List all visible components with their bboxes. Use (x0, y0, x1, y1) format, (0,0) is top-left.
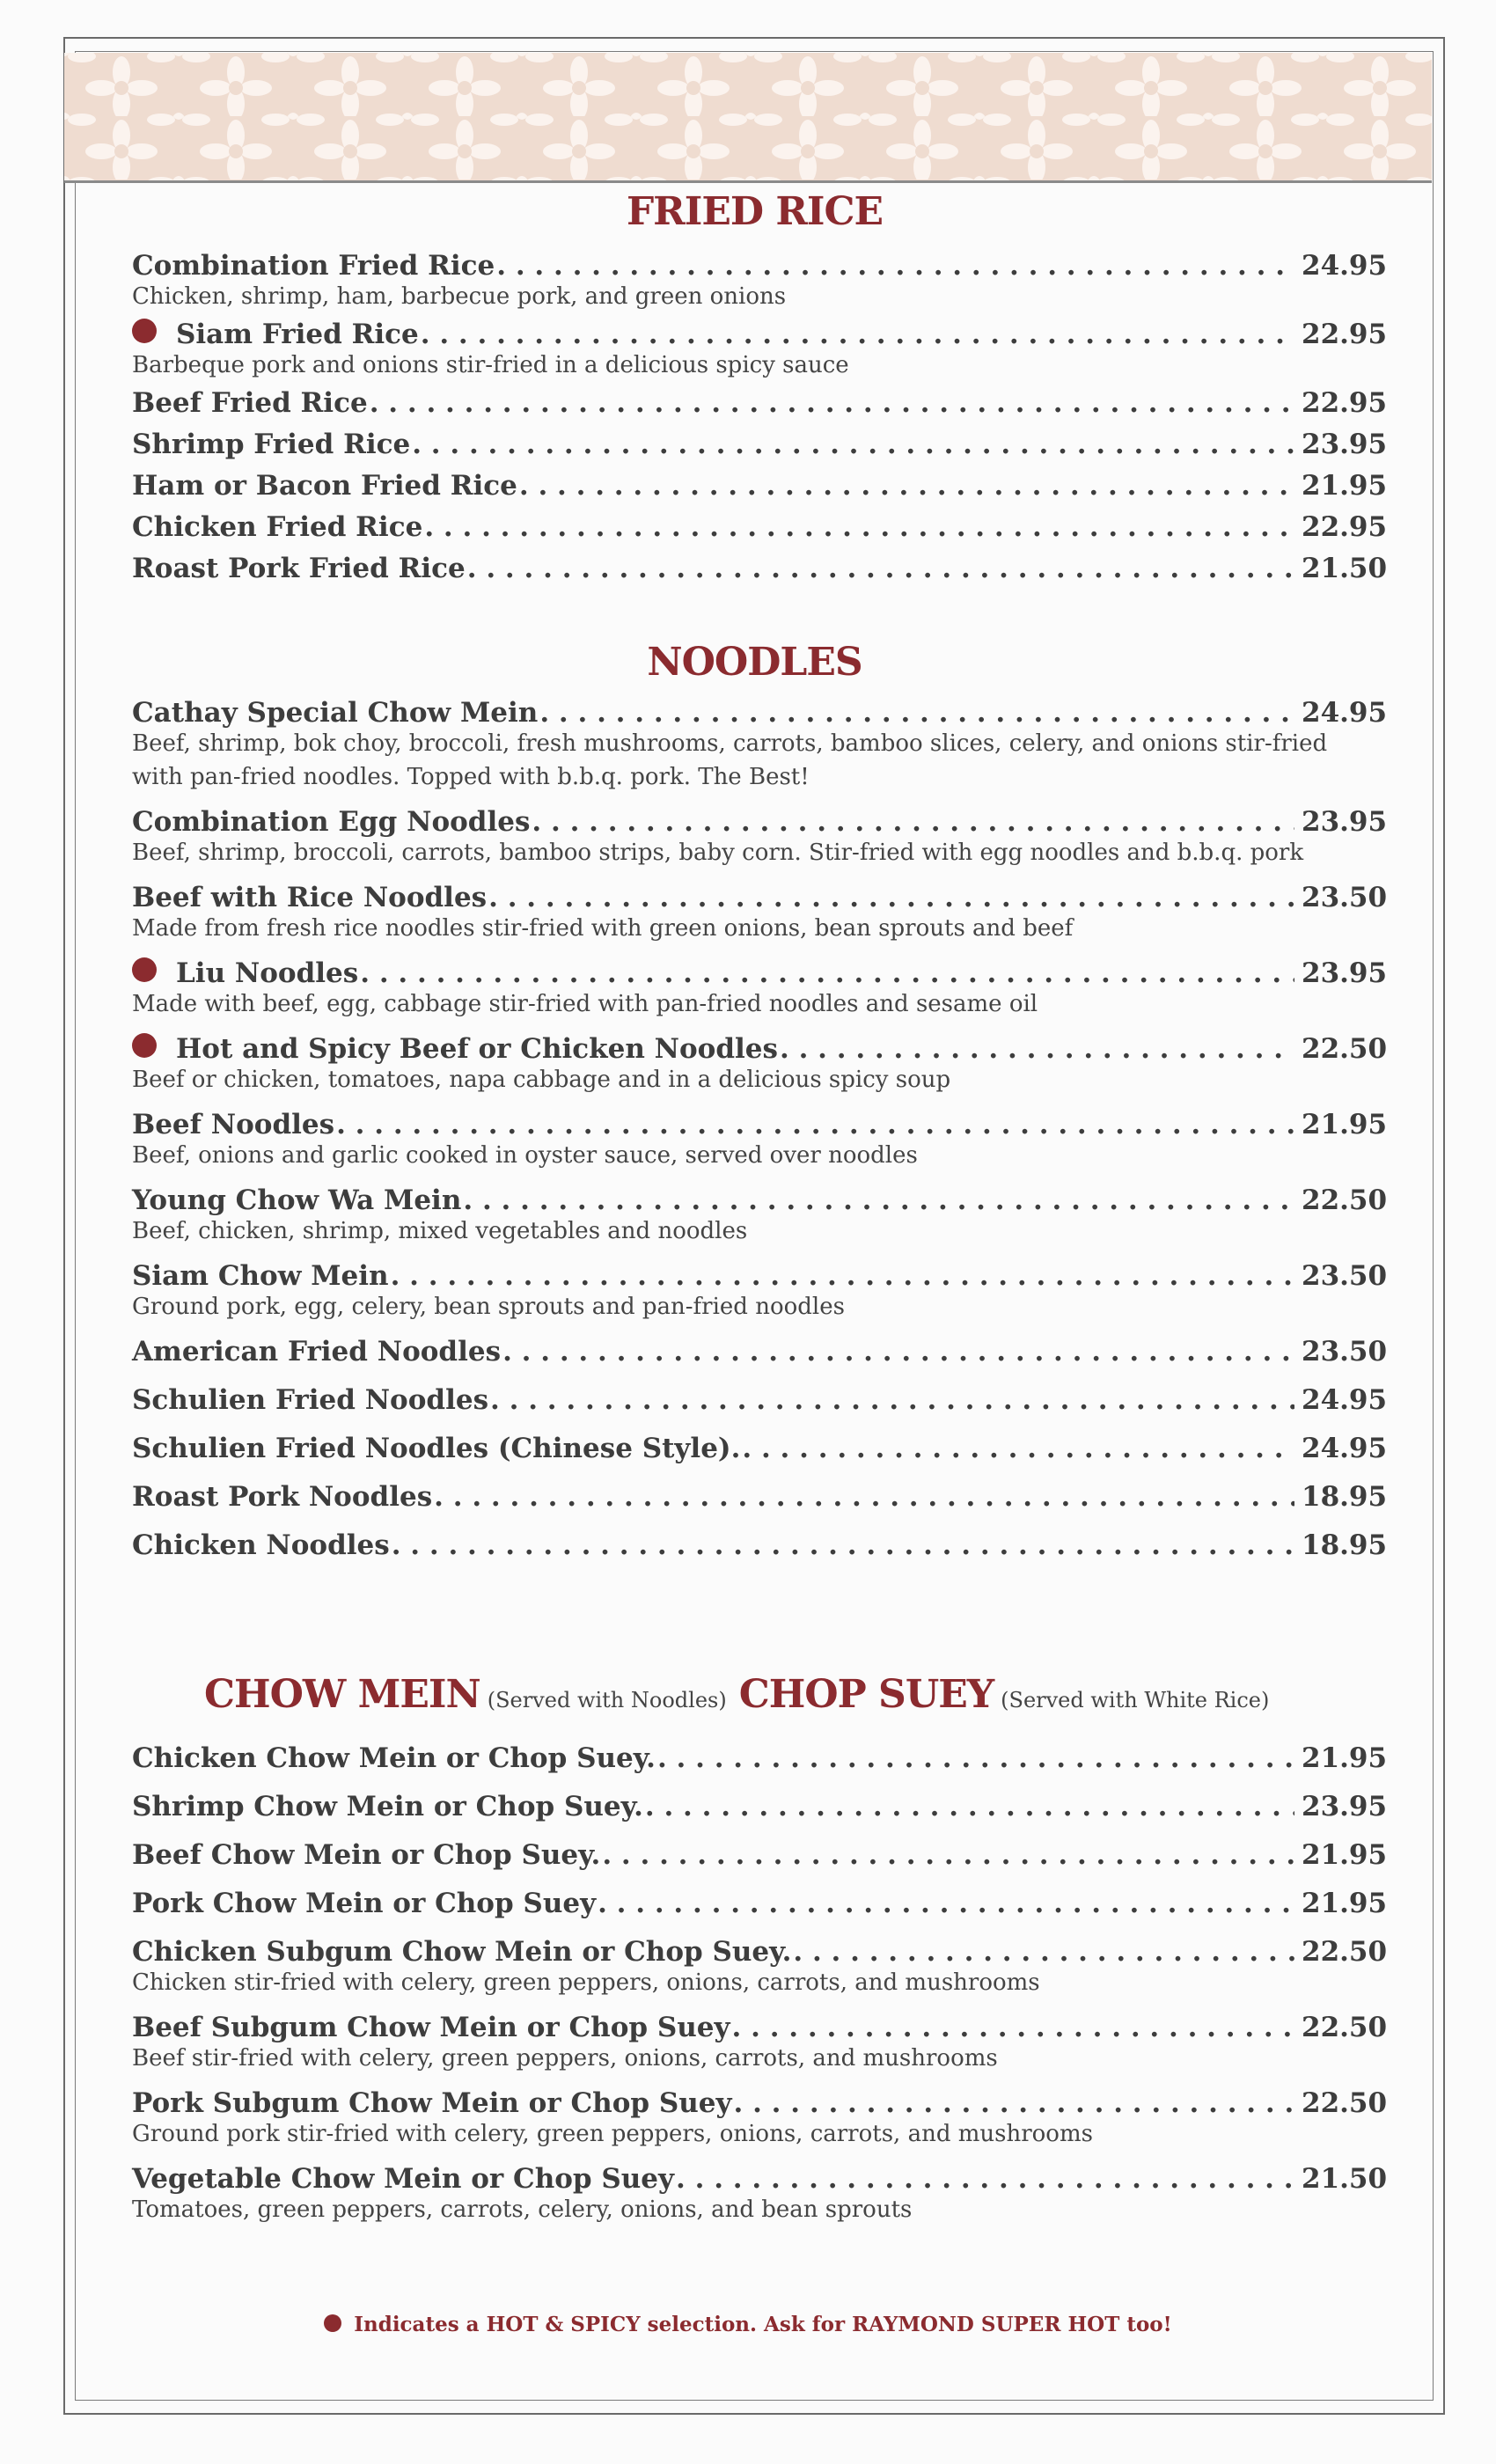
menu-item-row (132, 1936, 1388, 1968)
menu-item-price: 23.95 (1302, 1791, 1388, 1822)
menu-item-row (132, 1791, 1388, 1822)
menu-item-price: 22.95 (1302, 319, 1388, 350)
menu-item-price: 23.95 (1302, 806, 1388, 838)
menu-item-row (132, 1839, 1388, 1871)
menu-item-name: Pork Chow Mein or Chop Suey (132, 1888, 597, 1919)
menu-item-row (132, 1260, 1388, 1292)
menu-item (132, 2012, 1388, 2075)
fried-rice-section (132, 189, 1388, 594)
section-title-chop-suey: CHOP SUEY (738, 1672, 994, 1717)
menu-item-name: Beef Fried Rice (132, 387, 368, 419)
dot-leader (360, 957, 1294, 989)
banner-divider (64, 180, 1432, 183)
menu-item-name: American Fried Noodles (132, 1336, 502, 1368)
menu-item-name: Siam Fried Rice (176, 319, 419, 350)
hot-spicy-dot-icon (324, 2314, 341, 2332)
menu-item-name: Chicken Subgum Chow Mein or Chop Suey. (132, 1936, 792, 1968)
menu-item-row (132, 470, 1388, 502)
menu-item-price: 21.95 (1302, 470, 1388, 502)
menu-item (132, 1529, 1388, 1561)
menu-item-row (132, 553, 1388, 584)
menu-item-description: Chicken stir-fried with celery, green peppers, onions, carrots, and mushrooms (132, 1969, 1040, 1996)
menu-item-name: Shrimp Fried Rice (132, 429, 411, 460)
menu-item-price: 21.95 (1302, 1888, 1388, 1919)
menu-item-price: 23.95 (1302, 429, 1388, 460)
menu-item-description: Ground pork, egg, celery, bean sprouts and pan-fried noodles (132, 1294, 845, 1320)
menu-item-name: Siam Chow Mein (132, 1260, 389, 1292)
chow-mein-section (132, 1742, 1388, 2239)
menu-item (132, 1384, 1388, 1416)
section-title-noodles: NOODLES (647, 640, 862, 685)
dot-leader (732, 2012, 1294, 2043)
menu-item-name: Pork Subgum Chow Mein or Chop Suey (132, 2087, 732, 2119)
menu-item-price: 24.95 (1302, 1433, 1388, 1464)
noodles-section (132, 640, 1388, 1578)
menu-item-description: Beef, shrimp, bok choy, broccoli, fresh mushrooms, carrots, bamboo slices, celery, and onions stir-fried with pan-fried noodles. Topped with b.b.q. pork. The Best! (132, 730, 1328, 790)
menu-item (132, 806, 1388, 869)
menu-item-row (132, 1184, 1388, 1216)
dot-leader (742, 1433, 1294, 1464)
menu-item (132, 319, 1388, 382)
menu-item-row (132, 697, 1388, 729)
menu-item (132, 2163, 1388, 2226)
menu-item (132, 1888, 1388, 1919)
menu-item-name: Roast Pork Noodles (132, 1481, 433, 1513)
menu-item-price: 22.95 (1302, 511, 1388, 543)
menu-item (132, 429, 1388, 460)
menu-item-price: 23.50 (1302, 1336, 1388, 1368)
dot-leader (780, 1033, 1294, 1065)
menu-item-description: Tomatoes, green peppers, carrots, celery, onions, and bean sprouts (132, 2196, 913, 2223)
menu-item-description: Beef, onions and garlic cooked in oyster sauce, served over noodles (132, 1142, 918, 1169)
menu-item-row (132, 1742, 1388, 1774)
menu-item-price: 18.95 (1302, 1529, 1388, 1561)
decorative-banner (64, 53, 1432, 180)
menu-item-name: Combination Fried Rice (132, 250, 495, 282)
dot-leader (532, 806, 1294, 838)
menu-item-row (132, 1433, 1388, 1464)
menu-item-price: 24.95 (1302, 250, 1388, 282)
menu-item-description: Ground pork stir-fried with celery, green peppers, onions, carrots, and mushrooms (132, 2121, 1093, 2147)
menu-item (132, 957, 1388, 1021)
dot-leader (793, 1936, 1294, 1968)
menu-item (132, 1184, 1388, 1248)
menu-item (132, 2087, 1388, 2151)
hot-spicy-dot-icon (132, 957, 157, 982)
chow-mein-chop-suey-header (204, 1672, 1348, 1717)
menu-item-price: 21.95 (1302, 1109, 1388, 1140)
menu-item-row (132, 1109, 1388, 1140)
menu-item-name: Combination Egg Noodles (132, 806, 531, 838)
menu-item-row (132, 429, 1388, 460)
dot-leader (496, 250, 1294, 282)
menu-item-name: Roast Pork Fried Rice (132, 553, 466, 584)
footnote-text: Indicates a HOT & SPICY selection. Ask for RAYMOND SUPER HOT too! (354, 2313, 1172, 2336)
menu-item-row (132, 1384, 1388, 1416)
menu-item-description: Beef, shrimp, broccoli, carrots, bamboo strips, baby corn. Stir-fried with egg noodles and b.b.q. pork (132, 840, 1304, 866)
menu-item-price: 22.50 (1302, 1184, 1388, 1216)
menu-item (132, 1481, 1388, 1513)
menu-item-name: Chicken Noodles (132, 1529, 390, 1561)
hot-spicy-dot-icon (132, 1033, 157, 1058)
menu-item (132, 470, 1388, 502)
menu-item-name: Beef Noodles (132, 1109, 335, 1140)
menu-item-row (132, 1888, 1388, 1919)
dot-leader (370, 387, 1294, 419)
dot-leader (336, 1109, 1294, 1140)
menu-item-description: Beef, chicken, shrimp, mixed vegetables and noodles (132, 1218, 748, 1244)
menu-item-row (132, 1529, 1388, 1561)
menu-item-name: Hot and Spicy Beef or Chicken Noodles (176, 1033, 778, 1065)
menu-item-name: Schulien Fried Noodles (132, 1384, 489, 1416)
menu-item-row (132, 882, 1388, 913)
dot-leader (392, 1529, 1294, 1561)
dot-leader (424, 511, 1294, 543)
menu-item-row (132, 806, 1388, 838)
menu-item-price: 18.95 (1302, 1481, 1388, 1513)
menu-item-row (132, 1336, 1388, 1368)
floral-pattern-icon (64, 53, 1432, 180)
menu-item-description: Made with beef, egg, cabbage stir-fried with pan-fried noodles and sesame oil (132, 991, 1038, 1017)
menu-item (132, 1791, 1388, 1822)
menu-item-description: Beef or chicken, tomatoes, napa cabbage and in a delicious spicy soup (132, 1067, 951, 1093)
menu-item-row (132, 1481, 1388, 1513)
menu-item-price: 22.50 (1302, 1936, 1388, 1968)
dot-leader (657, 1742, 1294, 1774)
menu-item-row (132, 957, 1388, 989)
section-title-fried-rice: FRIED RICE (626, 189, 884, 234)
fried-rice-list (132, 250, 1388, 584)
menu-item-row (132, 2163, 1388, 2195)
chow-mein-note: (Served with Noodles) (487, 1688, 727, 1712)
menu-item-price: 21.95 (1302, 1742, 1388, 1774)
menu-item-name: Liu Noodles (176, 957, 359, 989)
dot-leader (421, 319, 1294, 350)
menu-item-name: Cathay Special Chow Mein (132, 697, 539, 729)
menu-item-price: 22.95 (1302, 387, 1388, 419)
menu-item (132, 1109, 1388, 1172)
chop-suey-note: (Served with White Rice) (1001, 1688, 1270, 1712)
menu-item (132, 1936, 1388, 1999)
menu-item-price: 23.50 (1302, 882, 1388, 913)
dot-leader (734, 2087, 1294, 2119)
dot-leader (598, 1888, 1294, 1919)
menu-item-name: Schulien Fried Noodles (Chinese Style). (132, 1433, 741, 1464)
dot-leader (645, 1791, 1294, 1822)
chow-mein-list (132, 1742, 1388, 2226)
menu-item-price: 21.50 (1302, 2163, 1388, 2195)
menu-item-name: Beef Chow Mein or Chop Suey. (132, 1839, 601, 1871)
hot-spicy-dot-icon (132, 319, 157, 343)
menu-item-name: Shrimp Chow Mein or Chop Suey. (132, 1791, 643, 1822)
menu-item (132, 1033, 1388, 1096)
menu-item-row (132, 2087, 1388, 2119)
menu-item-row (132, 250, 1388, 282)
dot-leader (502, 1336, 1294, 1368)
dot-leader (602, 1839, 1294, 1871)
dot-leader (434, 1481, 1294, 1513)
menu-item-description: Beef stir-fried with celery, green peppers, onions, carrots, and mushrooms (132, 2045, 998, 2072)
menu-item (132, 511, 1388, 543)
menu-item-price: 23.50 (1302, 1260, 1388, 1292)
menu-item-price: 24.95 (1302, 1384, 1388, 1416)
menu-item-name: Chicken Fried Rice (132, 511, 423, 543)
menu-item-price: 23.95 (1302, 957, 1388, 989)
dot-leader (490, 1384, 1294, 1416)
menu-item-name: Beef Subgum Chow Mein or Chop Suey (132, 2012, 730, 2043)
menu-item (132, 1336, 1388, 1368)
menu-item (132, 697, 1388, 794)
menu-item-price: 22.50 (1302, 1033, 1388, 1065)
dot-leader (519, 470, 1294, 502)
menu-item-name: Vegetable Chow Mein or Chop Suey (132, 2163, 675, 2195)
menu-item-row (132, 511, 1388, 543)
menu-item-description: Barbeque pork and onions stir-fried in a delicious spicy sauce (132, 352, 849, 378)
menu-item (132, 387, 1388, 419)
menu-item (132, 1742, 1388, 1774)
dot-leader (488, 882, 1294, 913)
menu-item-row (132, 2012, 1388, 2043)
menu-item-row (132, 319, 1388, 350)
menu-item-name: Young Chow Wa Mein (132, 1184, 462, 1216)
menu-item-price: 21.95 (1302, 1839, 1388, 1871)
dot-leader (467, 553, 1294, 584)
dot-leader (676, 2163, 1294, 2195)
menu-item-row (132, 387, 1388, 419)
menu-item (132, 1839, 1388, 1871)
menu-item (132, 1433, 1388, 1464)
menu-item (132, 553, 1388, 584)
menu-item-price: 22.50 (1302, 2087, 1388, 2119)
menu-item-price: 21.50 (1302, 553, 1388, 584)
menu-item-name: Beef with Rice Noodles (132, 882, 488, 913)
menu-item (132, 250, 1388, 313)
menu-item-price: 24.95 (1302, 697, 1388, 729)
menu-item-name: Chicken Chow Mein or Chop Suey. (132, 1742, 656, 1774)
menu-item (132, 1260, 1388, 1324)
dot-leader (539, 697, 1294, 729)
menu-item (132, 882, 1388, 945)
dot-leader (412, 429, 1294, 460)
menu-item-description: Chicken, shrimp, ham, barbecue pork, and green onions (132, 283, 787, 310)
menu-item-price: 22.50 (1302, 2012, 1388, 2043)
dot-leader (463, 1184, 1294, 1216)
menu-item-description: Made from fresh rice noodles stir-fried with green onions, bean sprouts and beef (132, 915, 1074, 942)
dot-leader (391, 1260, 1294, 1292)
noodles-list (132, 697, 1388, 1561)
section-title-chow-mein: CHOW MEIN (204, 1672, 480, 1717)
menu-item-name: Ham or Bacon Fried Rice (132, 470, 517, 502)
menu-item-row (132, 1033, 1388, 1065)
hot-spicy-footnote (0, 2313, 1496, 2336)
